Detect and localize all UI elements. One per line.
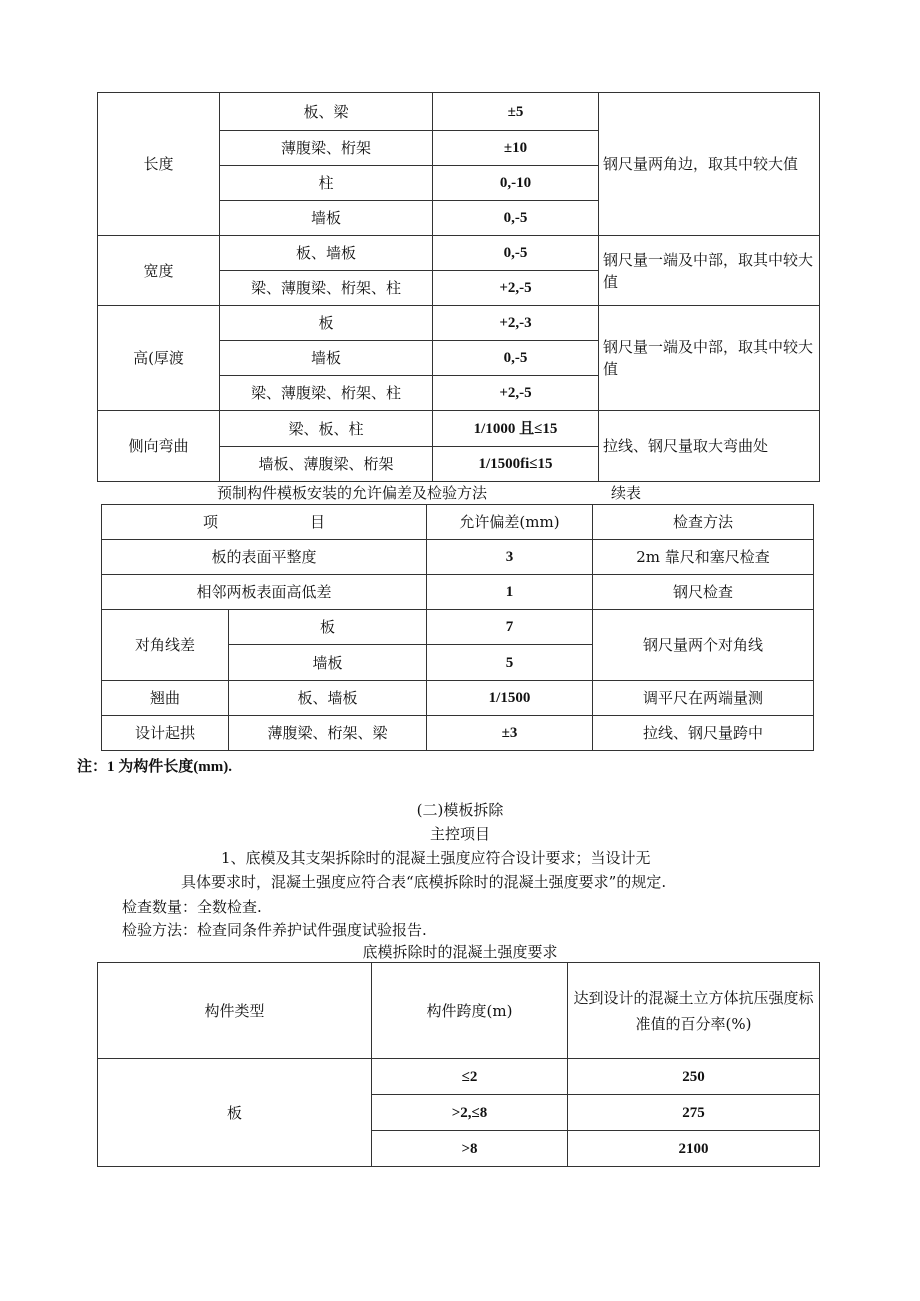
- check-method: 钢尺量一端及中部，取其中较大值: [599, 306, 820, 411]
- header-method: 检查方法: [593, 505, 814, 540]
- sub-item: 梁、板、柱: [220, 411, 433, 447]
- table-note: 注：1 为构件长度(mm).: [77, 759, 232, 775]
- item-surface-flatness: 板的表面平整度: [102, 540, 427, 575]
- table-caption-suffix: 续表: [611, 484, 642, 502]
- check-quantity: 检查数量：全数检查.: [122, 898, 262, 916]
- tolerance-value: 0,-5: [433, 201, 599, 236]
- check-method: 钢尺量一端及中部，取其中较大值: [599, 236, 820, 306]
- span-value: >2,≤8: [372, 1095, 568, 1131]
- formwork-removal-strength-table: [97, 962, 820, 1167]
- header-strength-percent: 达到设计的混凝土立方体抗压强度标准值的百分率(%): [568, 963, 820, 1059]
- paragraph-line1: 1、底模及其支架拆除时的混凝土强度应符合设计要求；当设计无: [221, 849, 651, 867]
- strength-value: 250: [568, 1059, 820, 1095]
- check-method: 拉线、钢尺量跨中: [593, 716, 814, 751]
- sub-item: 薄腹梁、桁架、梁: [229, 716, 427, 751]
- item-warp: 翘曲: [102, 681, 229, 716]
- item-lateral-bend: 侧向弯曲: [98, 411, 220, 482]
- span-value: ≤2: [372, 1059, 568, 1095]
- sub-item: 墙板: [220, 341, 433, 376]
- sub-item: 梁、薄腹梁、桁架、柱: [220, 271, 433, 306]
- check-method: 钢尺量两角边，取其中较大值: [599, 93, 820, 236]
- header-item-part1: 项: [202, 513, 218, 531]
- sub-item: 板: [229, 610, 427, 645]
- header-member-type: 构件类型: [98, 963, 372, 1059]
- span-value: >8: [372, 1131, 568, 1167]
- tolerance-value: 0,-10: [433, 166, 599, 201]
- sub-item: 墙板、薄腹梁、桁架: [220, 447, 433, 482]
- section-title: (二)模板拆除: [416, 801, 504, 819]
- item-design-camber: 设计起拱: [102, 716, 229, 751]
- strength-value: 2100: [568, 1131, 820, 1167]
- check-method: 2m 靠尺和塞尺检查: [593, 540, 814, 575]
- tolerance-value: ±10: [433, 131, 599, 166]
- check-method: 钢尺量两个对角线: [593, 610, 814, 681]
- sub-item: 柱: [220, 166, 433, 201]
- item-length: 长度: [98, 93, 220, 236]
- tolerance-value: 0,-5: [433, 236, 599, 271]
- header-tolerance: 允许偏差(mm): [427, 505, 593, 540]
- tolerance-value: 1/1000 且≤15: [433, 411, 599, 447]
- tolerance-value: +2,-3: [433, 306, 599, 341]
- sub-item: 墙板: [229, 645, 427, 681]
- tolerance-value: +2,-5: [433, 376, 599, 411]
- header-item-part2: 目: [310, 513, 326, 531]
- precast-formwork-tolerance-table: [101, 504, 814, 751]
- table-caption: 预制构件模板安装的允许偏差及检验方法: [217, 484, 488, 502]
- sub-item: 梁、薄腹梁、桁架、柱: [220, 376, 433, 411]
- tolerance-value: 1: [427, 575, 593, 610]
- tolerance-value: 1/1500: [427, 681, 593, 716]
- check-method-text: 检验方法：检查同条件养护试件强度试验报告.: [122, 921, 427, 939]
- sub-item: 薄腹梁、桁架: [220, 131, 433, 166]
- paragraph-line2: 具体要求时，混凝土强度应符合表“底模拆除时的混凝土强度要求”的规定.: [181, 873, 667, 891]
- item-height: 高(厚渡: [98, 306, 220, 411]
- tolerance-value: ±5: [433, 93, 599, 131]
- sub-item: 板、墙板: [229, 681, 427, 716]
- tolerance-value: 0,-5: [433, 341, 599, 376]
- tolerance-value: 5: [427, 645, 593, 681]
- item-adjacent-height-diff: 相邻两板表面高低差: [102, 575, 427, 610]
- tolerance-value: 3: [427, 540, 593, 575]
- sub-item: 墙板: [220, 201, 433, 236]
- table-title: 底模拆除时的混凝土强度要求: [362, 943, 558, 961]
- sub-item: 板: [220, 306, 433, 341]
- sub-item: 板、梁: [220, 93, 433, 131]
- section-subtitle: 主控项目: [429, 825, 490, 843]
- header-span: 构件跨度(m): [372, 963, 568, 1059]
- tolerance-value: 1/1500fi≤15: [433, 447, 599, 482]
- tolerance-value: ±3: [427, 716, 593, 751]
- item-diagonal-diff: 对角线差: [102, 610, 229, 681]
- tolerance-value: 7: [427, 610, 593, 645]
- member-type-slab: 板: [98, 1059, 372, 1167]
- item-width: 宽度: [98, 236, 220, 306]
- check-method: 钢尺检查: [593, 575, 814, 610]
- strength-value: 275: [568, 1095, 820, 1131]
- header-item: [102, 505, 427, 540]
- check-method: 拉线、钢尺量取大弯曲处: [599, 411, 820, 482]
- sub-item: 板、墙板: [220, 236, 433, 271]
- tolerance-table-continued: [97, 92, 820, 482]
- check-method: 调平尺在两端量测: [593, 681, 814, 716]
- tolerance-value: +2,-5: [433, 271, 599, 306]
